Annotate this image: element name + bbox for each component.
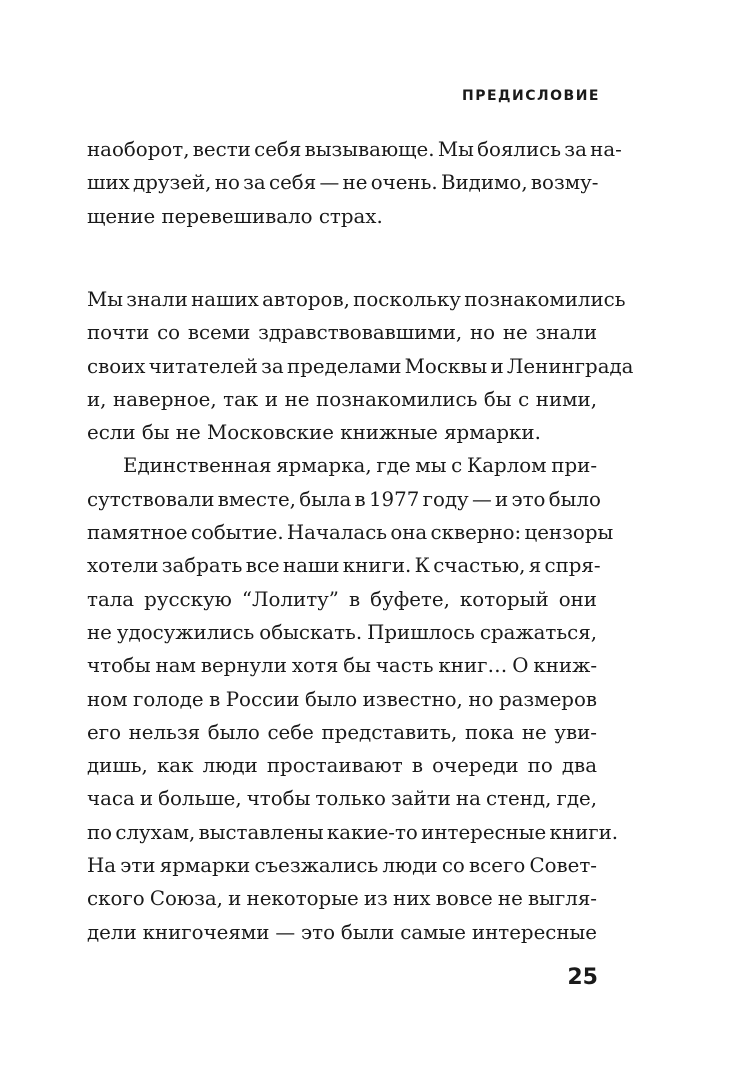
- text-line: тала русскую “Лолиту” в буфете, который они: [87, 587, 597, 611]
- text-line: Мы знали наших авторов, поскольку познакомились: [87, 288, 626, 311]
- text-line: и, наверное, так и не познакомились бы с ними,: [87, 387, 597, 411]
- text-line: его нельзя было себе представить, пока не уви-: [87, 720, 597, 744]
- text-line: хотели забрать все наши книги. К счастью, я спря-: [87, 554, 601, 578]
- text-line: если бы не Московские книжные ярмарки.: [87, 421, 541, 445]
- page-number: 25: [567, 965, 598, 990]
- paragraph-1: [87, 133, 622, 233]
- text-line: своих читателей за пределами Москвы и Ленинграда: [87, 354, 634, 378]
- text-line: почти со всеми здравствовавшими, но не знали: [87, 321, 597, 345]
- text-line: дишь, как люди простаивают в очереди по два: [87, 754, 597, 778]
- text-line: ского Союза, и некоторые из них вовсе не выгля-: [87, 887, 597, 911]
- text-line: не удосужились обыскать. Пришлось сражаться,: [87, 620, 597, 644]
- text-line: ших друзей, но за себя — не очень. Видимо, возму-: [87, 171, 599, 195]
- text-line: наоборот, вести себя вызывающе. Мы боялись за на-: [87, 138, 622, 161]
- text-line: Единственная ярмарка, где мы с Карлом при-: [123, 454, 597, 478]
- text-line: На эти ярмарки съезжались люди со всего Совет-: [87, 854, 597, 878]
- text-line: ном голоде в России было известно, но размеров: [87, 687, 597, 711]
- text-line: щение перевешивало страх.: [87, 204, 383, 228]
- text-line: памятное событие. Началась она скверно: цензоры: [87, 521, 614, 545]
- text-line: по слухам, выставлены какие-то интересные книги.: [87, 820, 619, 844]
- text-line: чтобы нам вернули хотя бы часть книг… О книж-: [87, 654, 597, 678]
- text-line: дели книгочеями — это были самые интересные: [87, 920, 597, 944]
- paragraph-2-and-3: [87, 283, 634, 949]
- running-head: ПРЕДИСЛОВИЕ: [462, 88, 600, 104]
- text-line: сутствовали вместе, была в 1977 году — и это было: [87, 487, 601, 511]
- text-line: часа и больше, чтобы только зайти на стенд, где,: [87, 787, 597, 811]
